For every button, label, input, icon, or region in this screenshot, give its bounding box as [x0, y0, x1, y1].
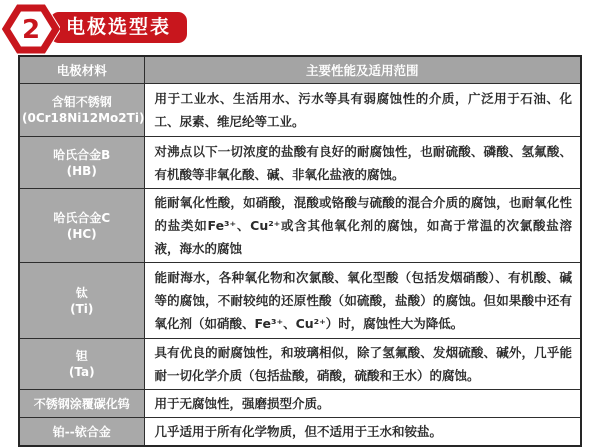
- material-name: 钛: [75, 285, 88, 300]
- material-name: 钽: [75, 349, 88, 363]
- section-title: 电极选型表: [65, 16, 171, 38]
- step-number-badge: [2, 3, 60, 55]
- material-name: 铂--铱合金: [52, 424, 111, 439]
- material-grade: (Ta): [68, 365, 95, 379]
- table-row: [19, 418, 581, 447]
- material-cell: [19, 137, 144, 189]
- material-name: 哈氏合金C: [53, 210, 111, 225]
- description-cell: 能耐海水，各种氧化物和次氯酸、氧化型酸（包括发烟硝酸）、有机酸、碱等的腐蚀，不耐较纯的还原性酸（如硫酸，盐酸）的腐蚀。但如果酸中还有氧化剂（如硝酸、Fe³⁺、Cu²⁺）时，腐蚀性大为降低。: [144, 263, 581, 339]
- header-row: [19, 56, 581, 84]
- material-name: 含钼不锈钢: [51, 95, 112, 109]
- col-header-performance: 主要性能及适用范围: [144, 56, 581, 84]
- material-name: 不锈钢涂覆碳化钨: [33, 396, 130, 411]
- material-name: 哈氏合金B: [53, 147, 111, 162]
- material-cell: [19, 189, 144, 263]
- description-cell: 几乎适用于所有化学物质，但不适用于王水和铵盐。: [144, 418, 581, 447]
- material-grade: (Ti): [70, 301, 94, 316]
- description-cell: 用于工业水、生活用水、污水等具有弱腐蚀性的介质，广泛用于石油、化工、尿素、维尼纶等工业。: [144, 84, 581, 137]
- material-cell: [19, 263, 144, 339]
- material-grade: (HB): [66, 163, 97, 178]
- description-cell: 用于无腐蚀性，强磨损型介质。: [144, 390, 581, 418]
- table-row: [19, 263, 581, 339]
- table-row: [19, 137, 581, 189]
- description-cell: 能耐氧化性酸，如硝酸，混酸或铬酸与硫酸的混合介质的腐蚀，也耐氧化性的盐类如Fe³⁺、Cu²⁺或含其他氧化剂的腐蚀，如高于常温的次氯酸盐溶液，海水的腐蚀: [144, 189, 581, 263]
- table-row: [19, 84, 581, 137]
- section-banner: [50, 12, 187, 43]
- material-cell: [19, 84, 144, 137]
- table-row: [19, 390, 581, 418]
- material-grade: (HC): [66, 226, 97, 241]
- description-cell: 具有优良的耐腐蚀性，和玻璃相似，除了氢氟酸、发烟硫酸、碱外，几乎能耐一切化学介质（包括盐酸，硝酸，硫酸和王水）的腐蚀。: [144, 339, 581, 390]
- electrode-selection-table: [18, 55, 582, 447]
- material-cell: [19, 339, 144, 390]
- table-row: [19, 189, 581, 263]
- material-cell: [19, 390, 144, 418]
- col-header-material: 电极材料: [19, 56, 144, 84]
- table-row: [19, 339, 581, 390]
- material-grade: (0Cr18Ni12Mo2Ti): [22, 111, 145, 125]
- badge-number: 2: [21, 15, 41, 45]
- material-cell: [19, 418, 144, 447]
- description-cell: 对沸点以下一切浓度的盐酸有良好的耐腐蚀性，也耐硫酸、磷酸、氢氟酸、有机酸等非氧化酸、碱、非氧化盐液的腐蚀。: [144, 137, 581, 189]
